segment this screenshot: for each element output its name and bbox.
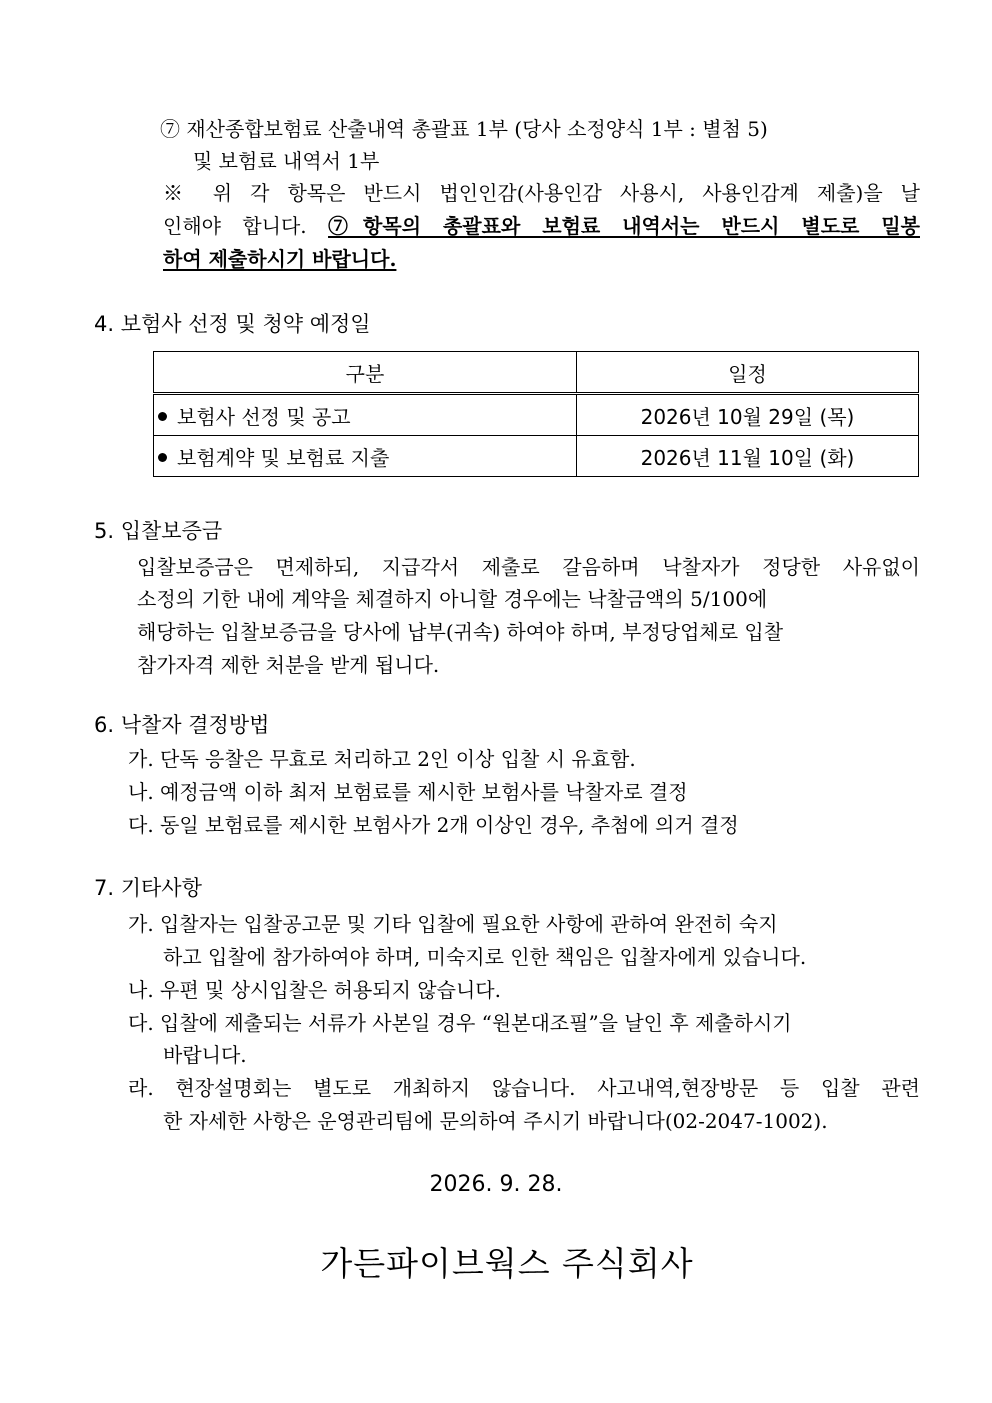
item7-line2: 및 보험료 내역서 1부 xyxy=(193,149,380,173)
note-line2-plain: 인해야 합니다. xyxy=(163,214,329,238)
section7-line: 나. 우편 및 상시입찰은 허용되지 않습니다. xyxy=(128,978,501,1002)
section5-line: 입찰보증금은 면제하되, 지급각서 제출로 갈음하며 낙찰자가 정당한 사유없이 xyxy=(137,555,920,579)
section7-line: 하고 입찰에 참가하여야 하며, 미숙지로 인한 책임은 입찰자에게 있습니다. xyxy=(163,945,807,969)
section5-line: 해당하는 입찰보증금을 당사에 납부(귀속) 하여야 하며, 부정당업체로 입찰 xyxy=(137,620,784,644)
schedule-item-cell xyxy=(154,394,577,436)
document-date: 2026. 9. 28. xyxy=(429,1172,563,1197)
section7-line: 다. 입찰에 제출되는 서류가 사본일 경우 “원본대조필”을 날인 후 제출하시기 xyxy=(128,1011,792,1035)
section5-line: 소정의 기한 내에 계약을 체결하지 아니할 경우에는 낙찰금액의 5/100에 xyxy=(137,587,768,611)
note-line2 xyxy=(163,211,920,241)
schedule-header-row xyxy=(154,352,919,394)
bullet-icon xyxy=(158,412,167,421)
section6-line: 가. 단독 응찰은 무효로 처리하고 2인 이상 입찰 시 유효함. xyxy=(128,747,636,771)
item7-line1: ⑦ 재산종합보험료 산출내역 총괄표 1부 (당사 소정양식 1부 : 별첨 5) xyxy=(160,117,768,141)
bullet-icon xyxy=(158,453,167,462)
section7-line: 가. 입찰자는 입찰공고문 및 기타 입찰에 필요한 사항에 관하여 완전히 숙지 xyxy=(128,912,778,936)
schedule-table xyxy=(153,351,919,477)
note-line3 xyxy=(163,244,396,274)
section6-heading: 6. 낙찰자 결정방법 xyxy=(94,713,270,737)
section7-heading: 7. 기타사항 xyxy=(94,876,202,900)
section5-heading: 5. 입찰보증금 xyxy=(94,519,223,543)
section6-line: 나. 예정금액 이하 최저 보험료를 제시한 보험사를 낙찰자로 결정 xyxy=(128,780,688,804)
schedule-item-text: 보험사 선정 및 공고 xyxy=(177,404,351,429)
schedule-row xyxy=(154,394,919,436)
section7-line: 바랍니다. xyxy=(163,1043,247,1067)
schedule-date-cell: 2026년 11월 10일 (화) xyxy=(577,436,919,477)
section6-line: 다. 동일 보험료를 제시한 보험사가 2개 이상인 경우, 추첨에 의거 결정 xyxy=(128,813,739,837)
section5-line: 참가자격 제한 처분을 받게 됩니다. xyxy=(137,653,440,677)
schedule-header-date: 일정 xyxy=(577,352,919,394)
schedule-header-category: 구분 xyxy=(154,352,577,394)
section4-heading: 4. 보험사 선정 및 청약 예정일 xyxy=(94,312,371,336)
schedule-row xyxy=(154,436,919,477)
note-line3-bold: 하여 제출하시기 바랍니다. xyxy=(163,247,397,271)
schedule-item-text: 보험계약 및 보험료 지출 xyxy=(177,445,390,470)
section7-line: 라. 현장설명회는 별도로 개최하지 않습니다. 사고내역,현장방문 등 입찰 관련 xyxy=(128,1076,920,1100)
note-line2-bold: ⑦항목의 총괄표와 보험료 내역서는 반드시 별도로 밀봉 xyxy=(328,214,920,238)
company-name: 가든파이브웍스 주식회사 xyxy=(320,1244,694,1283)
schedule-date-cell: 2026년 10월 29일 (목) xyxy=(577,394,919,436)
schedule-item-cell xyxy=(154,436,577,477)
note-line1: ※ 위 각 항목은 반드시 법인인감(사용인감 사용시, 사용인감계 제출)을 날 xyxy=(163,181,920,205)
section7-line: 한 자세한 사항은 운영관리팀에 문의하여 주시기 바랍니다(02-2047-1002). xyxy=(163,1109,828,1133)
